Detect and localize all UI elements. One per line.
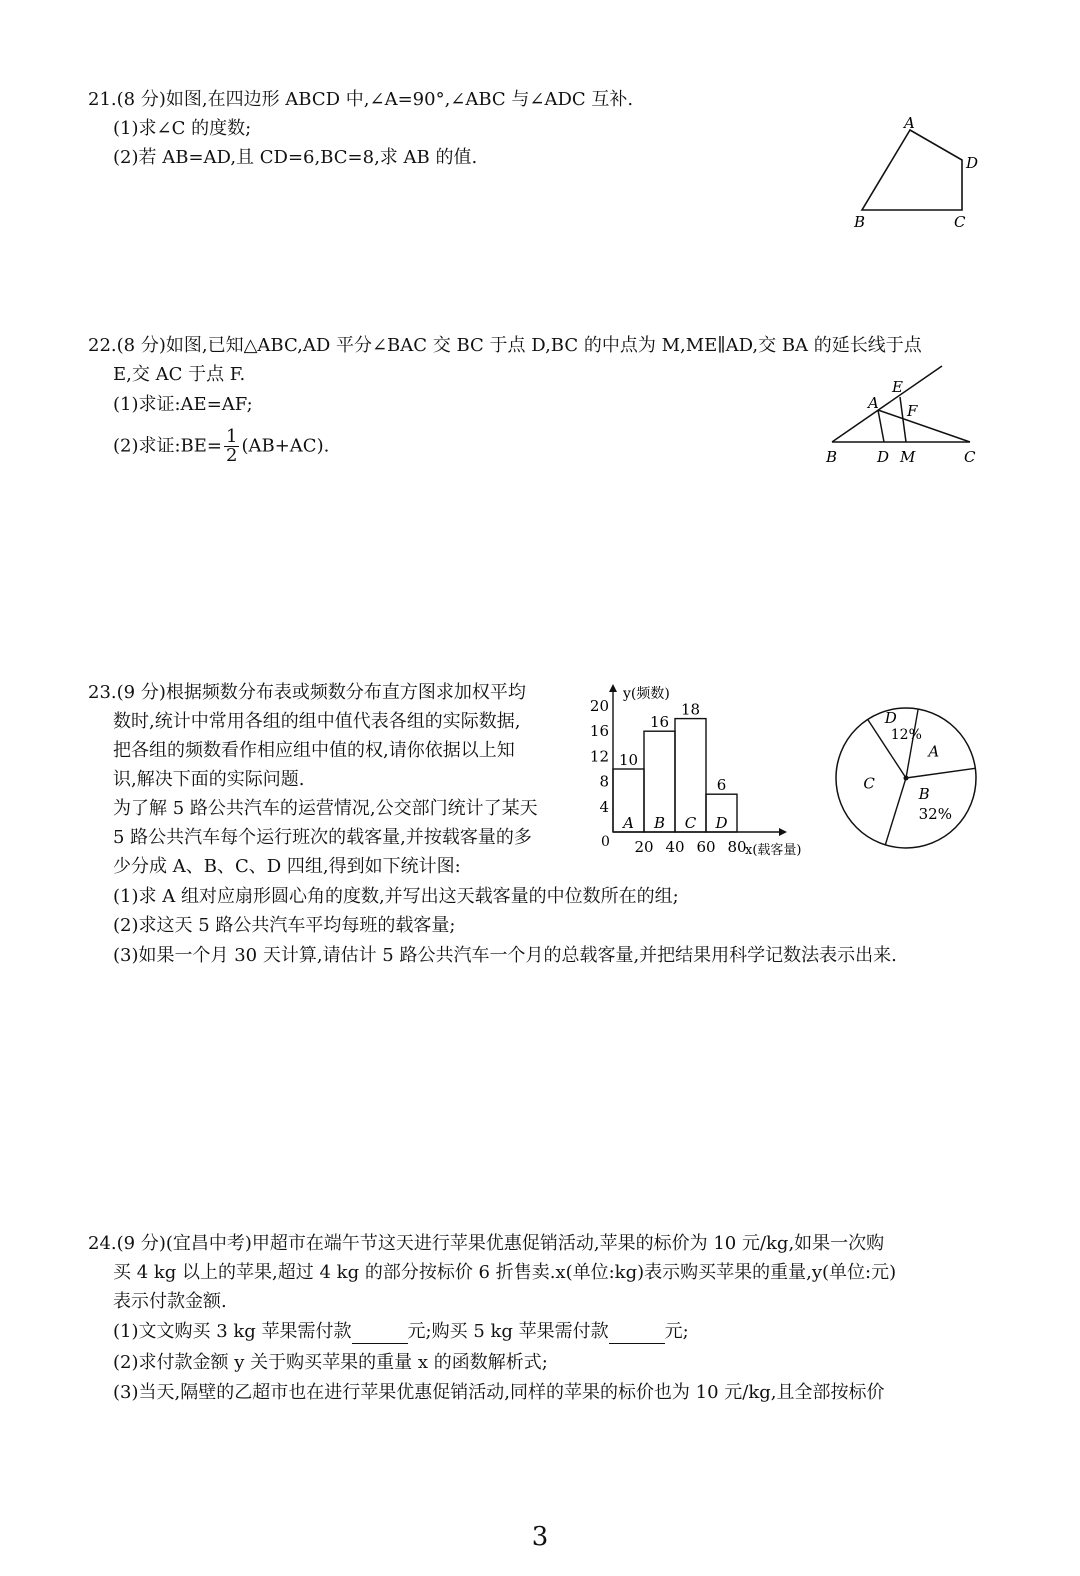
label-c: C — [964, 448, 976, 466]
q21-stem: 21.(8 分)如图,在四边形 ABCD 中,∠A=90°,∠ABC 与∠ADC 互补. — [88, 89, 634, 110]
y-tick-label: 16 — [589, 722, 609, 741]
bar-category-label: D — [715, 814, 728, 832]
q24-stem-line1: 24.(9 分)(宜昌中考)甲超市在端午节这天进行苹果优惠促销活动,苹果的标价为 10 元/kg,如果一次购 — [88, 1233, 885, 1254]
q24-stem-line3: 表示付款金额. — [113, 1291, 227, 1312]
q22-stem-line1: 22.(8 分)如图,已知△ABC,AD 平分∠BAC 交 BC 于点 D,BC 的中点为 M,ME∥AD,交 BA 的延长线于点 — [88, 335, 922, 356]
segment-ba-extended — [832, 366, 942, 442]
label-c: C — [954, 213, 966, 231]
pie-percent-label: 32% — [918, 804, 952, 823]
x-tick-label: 60 — [696, 838, 716, 856]
y-tick-label: 8 — [599, 772, 609, 791]
pie-center — [904, 776, 909, 781]
pie-percent-label: 12% — [890, 726, 922, 743]
x-axis-arrow — [779, 828, 787, 836]
quadrilateral-abcd — [862, 130, 962, 210]
q23-pie-chart — [828, 698, 984, 854]
answer-blank-1[interactable] — [352, 1325, 408, 1344]
pie-slice-boundary — [885, 778, 906, 845]
q22-part1: (1)求证:AE=AF; — [113, 394, 253, 415]
q23-line2: 数时,统计中常用各组的组中值代表各组的实际数据, — [113, 711, 521, 732]
q24-part1-a: (1)文文购买 3 kg 苹果需付款 — [113, 1321, 352, 1342]
pie-slice-label: C — [863, 774, 875, 793]
pie-slice-boundary — [906, 709, 918, 778]
bar-category-label: A — [623, 814, 634, 832]
q24-part1-b: 元;购买 5 kg 苹果需付款 — [407, 1321, 609, 1342]
bar-category-label: C — [684, 814, 697, 832]
pie-slice-boundary — [906, 768, 975, 778]
bar-value-label: 18 — [680, 700, 701, 719]
label-e: E — [892, 378, 903, 396]
y-axis-label: y(频数) — [623, 686, 670, 702]
x-tick-label: 40 — [665, 838, 685, 856]
answer-blank-2[interactable] — [609, 1325, 665, 1344]
q22-part2 — [113, 428, 329, 465]
fraction-denominator: 2 — [226, 445, 238, 466]
q23-part1: (1)求 A 组对应扇形圆心角的度数,并写出这天载客量的中位数所在的组; — [113, 886, 679, 907]
q23-line4: 识,解决下面的实际问题. — [113, 769, 305, 790]
label-d: D — [966, 154, 979, 172]
q21-part2: (2)若 AB=AD,且 CD=6,BC=8,求 AB 的值. — [113, 147, 478, 168]
pie-slice-label: B — [918, 784, 930, 803]
q24-part1-c: 元; — [664, 1321, 689, 1342]
y-tick-label: 12 — [589, 747, 609, 766]
q23-line5: 为了解 5 路公共汽车的运营情况,公交部门统计了某天 — [113, 798, 538, 819]
q24-part3: (3)当天,隔壁的乙超市也在进行苹果优惠促销活动,同样的苹果的标价也为 10 元/kg,且全部按标价 — [113, 1382, 885, 1403]
q23-histogram — [585, 678, 825, 863]
q23-part2: (2)求这天 5 路公共汽车平均每班的载客量; — [113, 915, 456, 936]
label-b: B — [826, 448, 838, 466]
x-axis-label: x(载客量) — [745, 843, 802, 858]
q22-part2-suffix: (AB+AC). — [241, 435, 330, 457]
bar-value-label: 16 — [649, 713, 670, 732]
q23-line7: 少分成 A、B、C、D 四组,得到如下统计图: — [113, 856, 461, 877]
q22-triangle-figure — [820, 360, 985, 470]
fraction-one-half — [224, 428, 239, 465]
q24-stem-line2: 买 4 kg 以上的苹果,超过 4 kg 的部分按标价 6 折售卖.x(单位:kg)表示购买苹果的重量,y(单位:元) — [113, 1262, 897, 1283]
q23-line6: 5 路公共汽车每个运行班次的载客量,并按载客量的多 — [113, 827, 532, 848]
q24-part1 — [113, 1320, 689, 1344]
segment-ac — [878, 410, 970, 442]
q23-line3: 把各组的频数看作相应组中值的权,请你依据以上知 — [113, 740, 515, 761]
origin-label: 0 — [601, 834, 610, 850]
bar-category-label: B — [653, 814, 666, 832]
q21-quadrilateral-figure — [848, 112, 988, 234]
page-number: 3 — [531, 1522, 549, 1552]
x-tick-label: 20 — [634, 838, 654, 856]
fraction-numerator: 1 — [226, 426, 238, 447]
label-f: F — [907, 402, 918, 420]
pie-slice-label: A — [928, 742, 940, 761]
label-d: D — [877, 448, 890, 466]
q23-part3: (3)如果一个月 30 天计算,请估计 5 路公共汽车一个月的总载客量,并把结果用科学记数法表示出来. — [113, 945, 897, 966]
y-tick-label: 20 — [589, 697, 609, 715]
label-b: B — [854, 213, 866, 231]
q22-stem-line2: E,交 AC 于点 F. — [113, 364, 246, 385]
y-tick-label: 4 — [599, 797, 609, 816]
q21-part1: (1)求∠C 的度数; — [113, 118, 252, 139]
q24-part2: (2)求付款金额 y 关于购买苹果的重量 x 的函数解析式; — [113, 1352, 548, 1373]
q23-line1: 23.(9 分)根据频数分布表或频数分布直方图求加权平均 — [88, 682, 526, 703]
bar-value-label: 6 — [716, 776, 727, 795]
label-a: A — [868, 394, 879, 412]
segment-ad — [878, 410, 884, 442]
label-a: A — [904, 114, 915, 132]
q22-part2-prefix: (2)求证:BE= — [113, 435, 223, 457]
pie-slice-label: D — [884, 708, 897, 727]
x-tick-label: 80 — [727, 838, 747, 856]
label-m: M — [900, 448, 916, 466]
bar-value-label: 10 — [618, 751, 639, 769]
y-axis-arrow — [609, 684, 617, 692]
